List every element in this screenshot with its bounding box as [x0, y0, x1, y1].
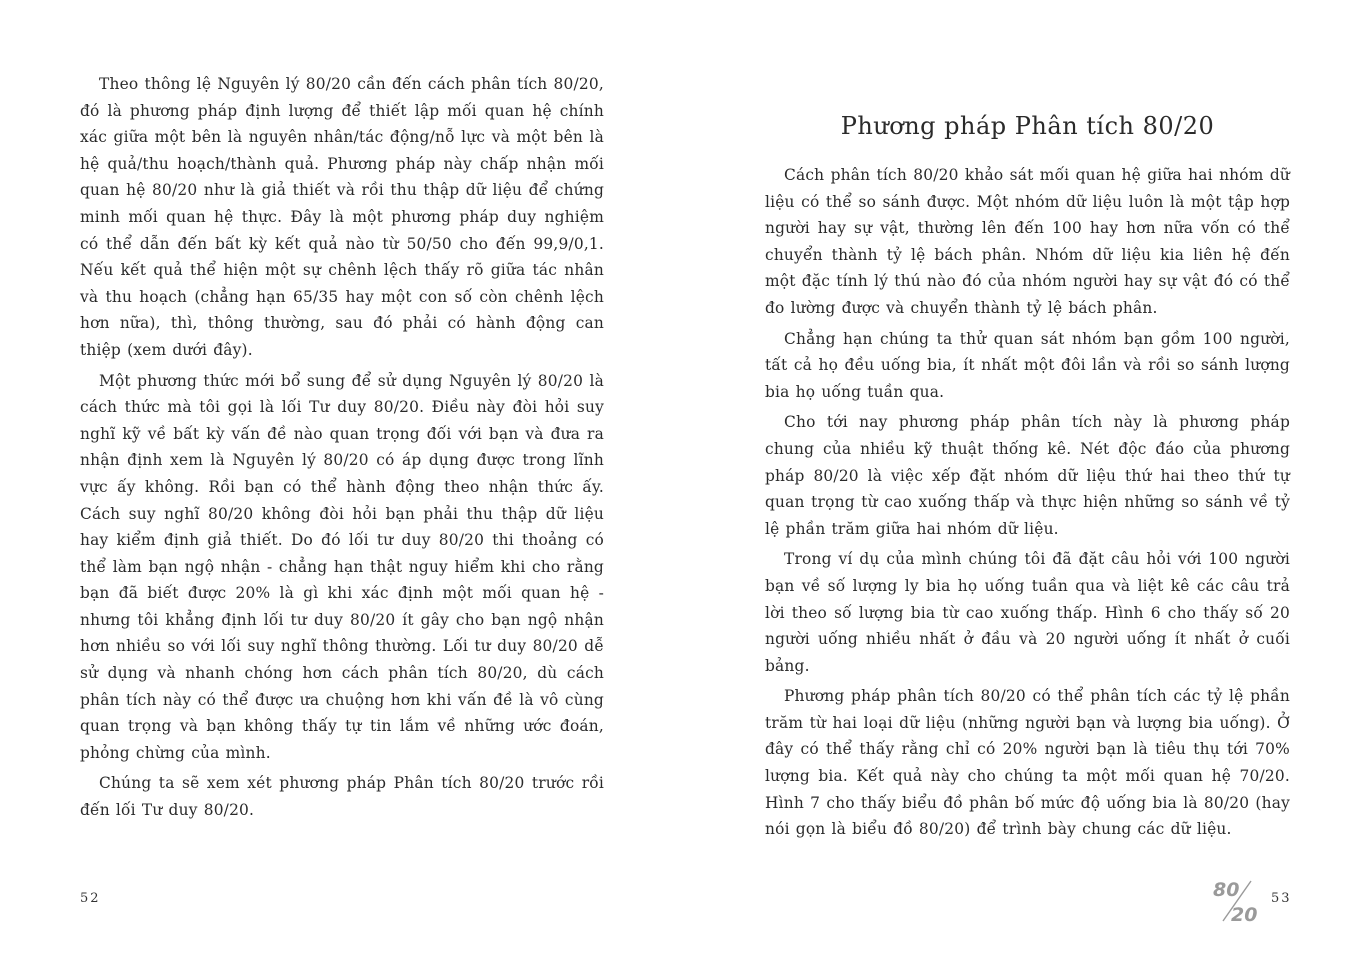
right-page	[685, 0, 1370, 969]
body-paragraph: Phương pháp phân tích 80/20 có thể phân tích các tỷ lệ phần trăm từ hai loại dữ liệu (những người bạn và lượng bia uống). Ở đây có thể thấy rằng chỉ có 20% người bạn là tiêu thụ tới 70% lượng bia. Kết quả này cho chúng ta một mối quan hệ 70/20. Hình 7 cho thấy biểu đồ phân bố mức độ uống bia là 80/20 (hay nói gọn là biểu đồ 80/20) để trình bày chung các dữ liệu.	[765, 687, 1290, 839]
body-paragraph: Một phương thức mới bổ sung để sử dụng Nguyên lý 80/20 là cách thức mà tôi gọi là lối Tư duy 80/20. Điều này đòi hỏi suy nghĩ kỹ về bất kỳ vấn đề nào quan trọng đối với bạn và đưa ra nhận định xem là Nguyên lý 80/20 có áp dụng được trong lĩnh vực ấy không. Rồi bạn có thể hành động theo nhận thức ấy. Cách suy nghĩ 80/20 không đòi hỏi bạn phải thu thập dữ liệu hay kiểm định giả thiết. Do đó lối tư duy 80/20 thi thoảng có thể làm bạn ngộ nhận - chẳng hạn thật nguy hiểm khi cho rằng bạn đã biết được 20% là gì khi xác định một mối quan hệ - nhưng tôi khẳng định lối tư duy 80/20 ít gây cho bạn ngộ nhận hơn nhiều so với lối suy nghĩ thông thường. Lối tư duy 80/20 dễ sử dụng và nhanh chóng hơn cách phân tích 80/20, dù cách phân tích này có thể được ưa chuộng hơn khi vấn đề là vô cùng quan trọng và bạn không thấy tự tin lắm về những ước đoán, phỏng chừng của mình.	[80, 371, 604, 762]
right-page-body	[765, 162, 1290, 847]
left-page-body	[80, 71, 604, 828]
page-number-right: 53	[1271, 891, 1292, 906]
body-paragraph: Cách phân tích 80/20 khảo sát mối quan hệ giữa hai nhóm dữ liệu có thể so sánh được. Một nhóm dữ liệu luôn là một tập hợp người hay sự vật, thường lên đến 100 hay hơn nữa vốn có thể chuyển thành tỷ lệ bách phân. Nhóm dữ liệu kia liên hệ đến một đặc tính lý thú nào đó của nhóm người hay sự vật đó có thể đo lường được và chuyển thành tỷ lệ bách phân.	[765, 166, 1290, 317]
body-paragraph: Trong ví dụ của mình chúng tôi đã đặt câu hỏi với 100 người bạn về số lượng ly bia họ uống tuần qua và liệt kê các câu trả lời theo số lượng bia từ cao xuống thấp. Hình 6 cho thấy số 20 người uống nhiều nhất ở đầu và 20 người uống ít nhất ở cuối bảng.	[765, 550, 1290, 675]
page-number-left: 52	[80, 891, 101, 906]
logo-top-text: 80	[1213, 879, 1240, 901]
logo-bottom-text: 20	[1231, 904, 1258, 926]
body-paragraph: Cho tới nay phương pháp phân tích này là phương pháp chung của nhiều kỹ thuật thống kê. Nét độc đáo của phương pháp 80/20 là việc xếp đặt nhóm dữ liệu thứ hai theo thứ tự quan trọng từ cao xuống thấp và thực hiện những so sánh về tỷ lệ phần trăm giữa hai nhóm dữ liệu.	[765, 413, 1290, 538]
80-20-logo	[1205, 876, 1267, 926]
body-paragraph: Chúng ta sẽ xem xét phương pháp Phân tích 80/20 trước rồi đến lối Tư duy 80/20.	[80, 774, 604, 820]
section-heading: Phương pháp Phân tích 80/20	[840, 112, 1215, 140]
body-paragraph: Chẳng hạn chúng ta thử quan sát nhóm bạn gồm 100 người, tất cả họ đều uống bia, ít nhất một đôi lần và rồi so sánh lượng bia họ uống tuần qua.	[765, 329, 1290, 401]
body-paragraph: Theo thông lệ Nguyên lý 80/20 cần đến cách phân tích 80/20, đó là phương pháp định lượng để thiết lập mối quan hệ chính xác giữa một bên là nguyên nhân/tác động/nỗ lực và một bên là hệ quả/thu hoạch/thành quả. Phương pháp này chấp nhận mối quan hệ 80/20 như là giả thiết và rồi thu thập dữ liệu để chứng minh mối quan hệ thực. Đây là một phương pháp duy nghiệm có thể dẫn đến bất kỳ kết quả nào từ 50/50 cho đến 99,9/0,1. Nếu kết quả thể hiện một sự chênh lệch thấy rõ giữa tác nhân và thu hoạch (chẳng hạn 65/35 hay một con số còn chênh lệch hơn nữa), thì, thông thường, sau đó phải có hành động can thiệp (xem dưới đây).	[80, 75, 604, 359]
